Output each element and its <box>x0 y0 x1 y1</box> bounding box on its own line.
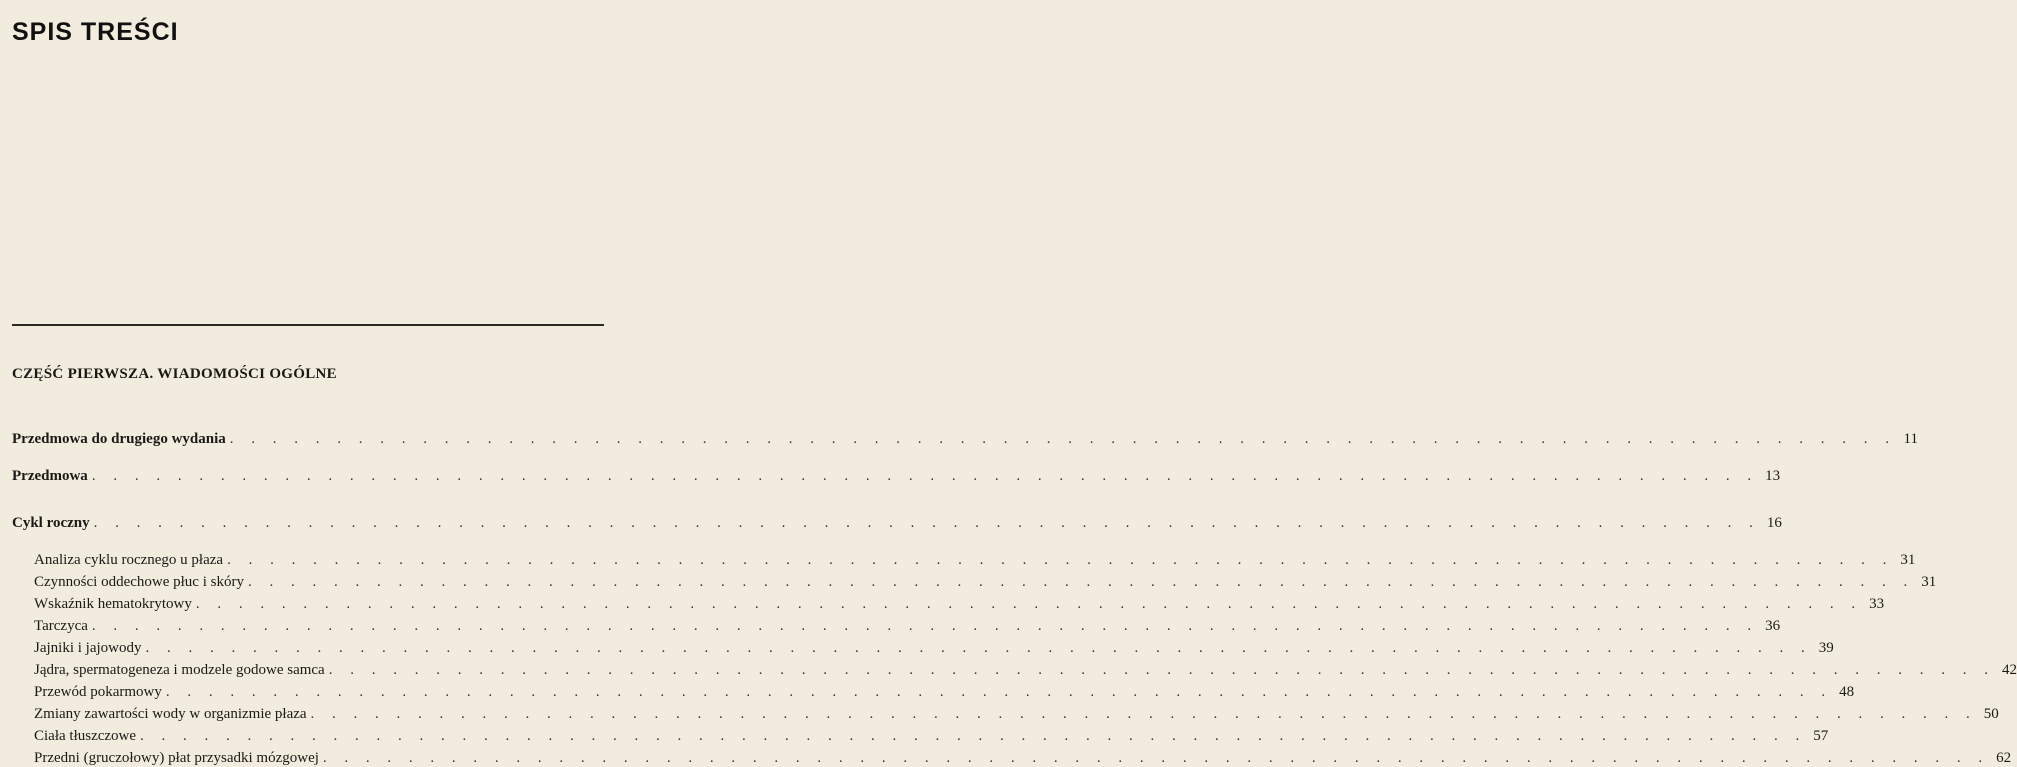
leader-dots: . . . . . . . . . . . . . . . . . . . . . . . . . . . . . . . . . . . . . . . . . . . . . . . . . . . . . . . . . . . . . . . . . . . . . . . . . . . . . . <box>328 662 1995 678</box>
toc-subentry <box>34 749 2012 767</box>
leader-dots: . . . . . . . . . . . . . . . . . . . . . . . . . . . . . . . . . . . . . . . . . . . . . . . . . . . . . . . . . . . . . . . . . . . . . . . . . . . . . . <box>91 468 1759 484</box>
toc-subentry <box>34 573 1937 591</box>
toc-entry-label: Jądra, spermatogeneza i modzele godowe samca <box>34 662 325 678</box>
toc-entry-label: Przedmowa <box>12 468 88 484</box>
leader-dots: . . . . . . . . . . . . . . . . . . . . . . . . . . . . . . . . . . . . . . . . . . . . . . . . . . . . . . . . . . . . . . . . . . . . . . . . . . . . . . <box>91 618 1759 634</box>
toc-subentry <box>34 705 1999 723</box>
toc-entry-page: 48 <box>1839 684 1855 700</box>
toc-entry-label: Analiza cyklu rocznego u płaza <box>34 552 224 568</box>
toc-entry-label: Ciała tłuszczowe <box>34 728 137 744</box>
toc-entry-label: Cykl roczny <box>12 515 90 531</box>
toc-entry-page: 57 <box>1813 728 1829 744</box>
toc-entry-label: Tarczyca <box>34 618 88 634</box>
leader-dots: . . . . . . . . . . . . . . . . . . . . . . . . . . . . . . . . . . . . . . . . . . . . . . . . . . . . . . . . . . . . . . . . . . . . . . . . . . . . . . <box>93 515 1760 531</box>
toc-entry-page: 42 <box>2001 662 2017 678</box>
toc-subentry <box>34 727 1829 745</box>
toc-entry-label: Przedmowa do drugiego wydania <box>12 431 226 447</box>
leader-dots: . . . . . . . . . . . . . . . . . . . . . . . . . . . . . . . . . . . . . . . . . . . . . . . . . . . . . . . . . . . . . . . . . . . . . . . . . . . . . . <box>227 552 1894 568</box>
toc-entry <box>12 467 1781 485</box>
toc-entry-page: 33 <box>1869 596 1885 612</box>
toc-entry-page: 36 <box>1765 618 1781 634</box>
toc-subentry <box>34 639 1834 657</box>
divider <box>12 324 604 326</box>
toc-entry <box>12 514 1782 532</box>
leader-dots: . . . . . . . . . . . . . . . . . . . . . . . . . . . . . . . . . . . . . . . . . . . . . . . . . . . . . . . . . . . . . . . . . . . . . . . . . . . . . . <box>145 640 1812 656</box>
toc-entry-label: Zmiany zawartości wody w organizmie płaza <box>34 706 307 722</box>
toc-entry-page: 13 <box>1765 468 1781 484</box>
toc-entry-label: Czynności oddechowe płuc i skóry <box>34 574 244 590</box>
toc-entry-page: 16 <box>1766 515 1782 531</box>
leader-dots: . . . . . . . . . . . . . . . . . . . . . . . . . . . . . . . . . . . . . . . . . . . . . . . . . . . . . . . . . . . . . . . . . . . . . . . . . . . . . . <box>165 684 1833 700</box>
toc-subentry <box>34 661 2017 679</box>
toc-subentry <box>34 595 1885 613</box>
toc-subentry <box>34 551 1916 569</box>
leader-dots: . . . . . . . . . . . . . . . . . . . . . . . . . . . . . . . . . . . . . . . . . . . . . . . . . . . . . . . . . . . . . . . . . . . . . . . . . . . . . . <box>322 750 1990 766</box>
leader-dots: . . . . . . . . . . . . . . . . . . . . . . . . . . . . . . . . . . . . . . . . . . . . . . . . . . . . . . . . . . . . . . . . . . . . . . . . . . . . . . <box>229 431 1896 447</box>
page-title: SPIS TREŚCI <box>12 18 179 46</box>
leader-dots: . . . . . . . . . . . . . . . . . . . . . . . . . . . . . . . . . . . . . . . . . . . . . . . . . . . . . . . . . . . . . . . . . . . . . . . . . . . . . . <box>247 574 1915 590</box>
toc-entry-label: Wskaźnik hematokrytowy <box>34 596 192 612</box>
toc-entry-label: Przedni (gruczołowy) płat przysadki mózgowej <box>34 750 319 766</box>
toc-subentry <box>34 617 1781 635</box>
toc-entry-page: 62 <box>1996 750 2012 766</box>
leader-dots: . . . . . . . . . . . . . . . . . . . . . . . . . . . . . . . . . . . . . . . . . . . . . . . . . . . . . . . . . . . . . . . . . . . . . . . . . . . . . . <box>195 596 1863 612</box>
toc-entry-page: 39 <box>1818 640 1834 656</box>
toc-entry-label: Jajniki i jajowody <box>34 640 142 656</box>
toc-entry <box>12 430 1918 448</box>
part-heading: CZĘŚĆ PIERWSZA. WIADOMOŚCI OGÓLNE <box>12 366 337 382</box>
leader-dots: . . . . . . . . . . . . . . . . . . . . . . . . . . . . . . . . . . . . . . . . . . . . . . . . . . . . . . . . . . . . . . . . . . . . . . . . . . . . . . <box>140 728 1807 744</box>
toc-entry-page: 50 <box>1983 706 1999 722</box>
toc-entry-label: Przewód pokarmowy <box>34 684 162 700</box>
toc-subentry <box>34 683 1855 701</box>
toc-entry-page: 11 <box>1903 431 1918 447</box>
toc-entry-page: 31 <box>1900 552 1916 568</box>
leader-dots: . . . . . . . . . . . . . . . . . . . . . . . . . . . . . . . . . . . . . . . . . . . . . . . . . . . . . . . . . . . . . . . . . . . . . . . . . . . . . . <box>310 706 1977 722</box>
toc-entry-page: 31 <box>1921 574 1937 590</box>
